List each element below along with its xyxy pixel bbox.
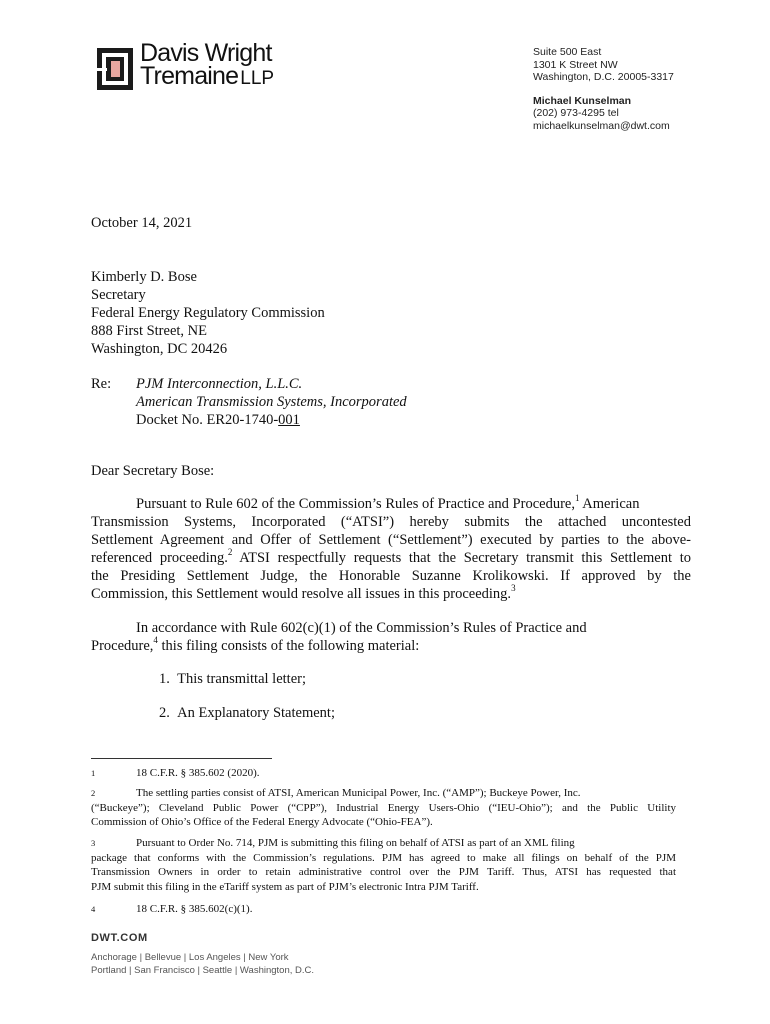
footnote-ref-2: 2 <box>227 547 233 558</box>
recipient-title: Secretary <box>91 287 146 303</box>
p2-line-1: In accordance with Rule 602(c)(1) of the Commission’s Rules of Practice and <box>136 620 587 636</box>
p1-line-6: Commission, this Settlement would resolve all issues in this proceeding.$^3$ <box>91 583 516 602</box>
footnote-ref-3: 3 <box>511 583 516 594</box>
paragraph-1 <box>91 495 691 603</box>
p1-line-5: the Presiding Settlement Judge, the Honorable Suzanne Krolikowski. If approved by the <box>91 568 691 584</box>
footnote-1: 1 18 C.F.R. § 385.602 (2020). <box>91 767 260 779</box>
recipient-name: Kimberly D. Bose <box>91 269 197 285</box>
logo-llp: LLP <box>240 68 275 89</box>
logo-line-2 <box>140 62 275 90</box>
footnote-2: 2 The settling parties consist of ATSI, American Municipal Power, Inc. (“AMP”); Buckeye Power, Inc. (“Buckeye”); Cleveland Public Power (“CPP”), Industrial Energy Users-Ohio (“IEU-Ohio”); and the Public Utility Commission of Ohio’s Office of the Federal Energy Advocate (“Ohio-FEA”). <box>91 787 676 828</box>
re-line-1: PJM Interconnection, L.L.C. <box>136 376 303 392</box>
docket-number <box>136 411 300 429</box>
list-item: 1. This transmittal letter; <box>159 671 306 687</box>
list-item: 2. An Explanatory Statement; <box>159 705 335 721</box>
recipient-city: Washington, DC 20426 <box>91 341 228 357</box>
address-line-2: 1301 K Street NW <box>533 58 618 71</box>
paragraph-2 <box>91 619 691 655</box>
footnote-ref-4: 4 <box>153 635 158 646</box>
recipient-street: 888 First Street, NE <box>91 323 207 339</box>
p1-line-3: Settlement Agreement and Offer of Settlement (“Settlement”) executed by parties to the above- <box>91 532 691 548</box>
recipient-org: Federal Energy Regulatory Commission <box>91 305 325 321</box>
re-line-2: American Transmission Systems, Incorporated <box>136 394 407 410</box>
docket-prefix: Docket No. ER20-1740- <box>136 412 279 428</box>
logo-line-1: Davis Wright <box>140 39 272 67</box>
footnote-divider <box>91 758 272 759</box>
footer-cities-2: Portland | San Francisco | Seattle | Washington, D.C. <box>91 965 315 976</box>
footer-cities-1: Anchorage | Bellevue | Los Angeles | New York <box>91 952 289 963</box>
p2-line-2: Procedure,$^4$ this filing consists of the following material: <box>91 635 420 654</box>
sender-email: michaelkunselman@dwt.com <box>533 119 670 132</box>
sender-name: Michael Kunselman <box>533 94 632 107</box>
letter-date: October 14, 2021 <box>91 215 193 231</box>
p1-line-1: Pursuant to Rule 602 of the Commission’s Rules of Practice and Procedure,$^1$ American <box>136 493 640 512</box>
p1-line-2: Transmission Systems, Incorporated (“ATSI”) hereby submits the attached uncontested <box>91 514 691 530</box>
logo-tremaine: Tremaine <box>140 62 239 90</box>
sender-address <box>533 46 674 132</box>
footnote-4: 4 18 C.F.R. § 385.602(c)(1). <box>91 903 253 915</box>
sender-phone: (202) 973-4295 tel <box>533 107 619 119</box>
company-logo <box>140 39 275 90</box>
salutation: Dear Secretary Bose: <box>91 463 215 479</box>
logo-mark-icon <box>97 48 133 90</box>
page-footer <box>91 932 314 977</box>
p1-line-4: referenced proceeding.$^2$ ATSI respectfully requests that the Secretary transmit this Settlement to <box>91 547 691 566</box>
footer-website: DWT.COM <box>91 932 148 944</box>
footnote-ref-1: 1 <box>574 493 580 504</box>
address-line-1: Suite 500 East <box>533 46 602 58</box>
re-label: Re: <box>91 376 112 392</box>
footnote-3: 3 Pursuant to Order No. 714, PJM is submitting this filing on behalf of ATSI as part of an XML filing package that conforms with the Commission’s regulations. PJM has agreed to make all filings on behalf of the PJM Transmission Owners in order to retain administrative control over the PJM Tariff. Thus, ATSI has requested that PJM submit this filing in the eTariff system as part of PJM’s electronic Intra PJM Tariff. <box>91 837 676 893</box>
docket-suffix: 001 <box>278 412 300 428</box>
address-line-3: Washington, D.C. 20005-3317 <box>533 71 674 83</box>
